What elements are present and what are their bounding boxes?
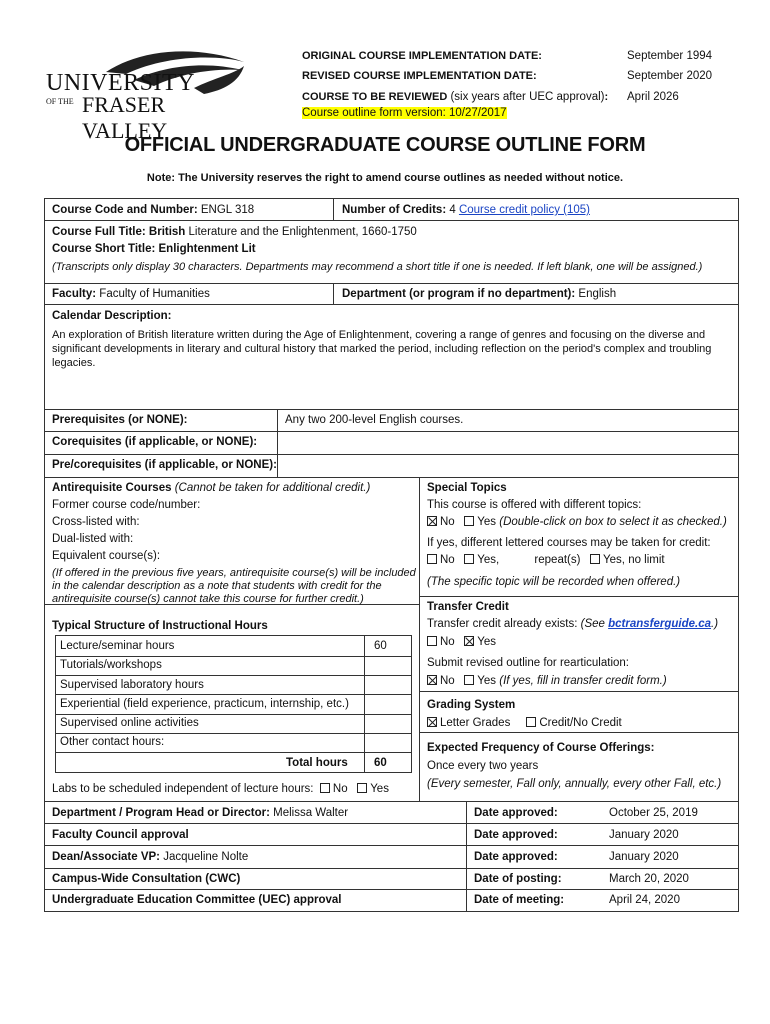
faculty: Faculty: Faculty of Humanities [52,288,210,300]
calendar-description-text: An exploration of British literature written during the Age of Enlightenment, covering a range of genres and focusing on the diverse and significant developments in literary and cultural history that marked the period, including reflection on the period's complex and troubling legacies. [52,329,712,369]
equivalent-courses: Equivalent course(s): [52,550,161,562]
prerequisites-value: Any two 200-level English courses. [285,414,464,426]
review-date-value: April 2026 [627,91,679,103]
antirequisite-footnote: (If offered in the previous five years, antirequisite course(s) will be included in the calendar description as a note that students with credit for the antirequisite course(s) cannot take this course for further credit.) [52,567,416,605]
topic-note: (The specific topic will be recorded when offered.) [427,576,681,588]
course-full-title: Course Full Title: British Literature and the Enlightenment, 1660-1750 [52,226,417,238]
approval-date-value: April 24, 2020 [609,894,680,906]
logo-fraser-valley-text: FRASER VALLEY [82,92,168,143]
logo-of-the-text: OF THE [46,97,74,106]
course-credit-policy-link[interactable]: Course credit policy (105) [458,204,590,216]
no-limit-checkbox[interactable] [590,554,600,564]
approval-date-value: March 20, 2020 [609,873,689,885]
lettered-no-checkbox[interactable] [427,554,437,564]
topics-options: No Yes (Double-click on box to select it as checked.) [427,515,727,529]
rearticulation-question: Submit revised outline for rearticulation: [427,657,629,669]
credit-no-credit-checkbox[interactable] [526,717,536,727]
total-hours-label: Total hours [286,757,348,769]
corequisites-label: Corequisites (if applicable, or NONE): [52,436,258,448]
rearticulation-yes-checkbox[interactable] [464,675,474,685]
transfer-exists-options: No Yes [427,635,496,649]
transfer-no-checkbox[interactable] [427,636,437,646]
grading-system-label: Grading System [427,699,516,711]
form-version: Course outline form version: 10/27/2017 [302,107,507,119]
hours-table [55,635,412,773]
calendar-description-label: Calendar Description: [52,310,172,322]
rearticulation-no-checkbox[interactable] [427,675,437,685]
number-of-credits: Number of Credits: 4 Course credit policy (105) [342,204,590,216]
course-outline-form [44,198,739,912]
special-topics-label: Special Topics [427,482,507,494]
frequency-value: Once every two years [427,760,539,772]
approval-date-label: Date of meeting: [474,894,565,906]
transfer-yes-checkbox[interactable] [464,636,474,646]
offered-topics-question: This course is offered with different topics: [427,499,642,511]
approval-row: Undergraduate Education Committee (UEC) approval [52,894,342,906]
frequency-note: (Every semester, Fall only, annually, every other Fall, etc.) [427,778,722,790]
grading-options: Letter Grades Credit/No Credit [427,716,622,730]
hours-row-label: Supervised online activities [60,717,199,729]
bctransferguide-link[interactable]: bctransferguide.ca [608,618,712,630]
course-short-title: Course Short Title: Enlightenment Lit [52,243,256,255]
topics-yes-checkbox[interactable] [464,516,474,526]
rearticulation-options: No Yes (If yes, fill in transfer credit form.) [427,674,667,688]
lettered-courses-question: If yes, different lettered courses may be taken for credit: [427,537,711,549]
approval-date-value: January 2020 [609,851,679,863]
original-date-label: ORIGINAL COURSE IMPLEMENTATION DATE: [302,50,542,62]
approval-row: Dean/Associate VP: Jacqueline Nolte [52,851,249,863]
labs-question: Labs to be scheduled independent of lecture hours: No Yes [52,783,389,795]
transfer-credit-label: Transfer Credit [427,601,509,613]
hours-row-label: Tutorials/workshops [60,659,162,671]
antirequisite-label: Antirequisite Courses (Cannot be taken for additional credit.) [52,482,371,494]
approval-row: Department / Program Head or Director: Melissa Walter [52,807,349,819]
hours-row-value[interactable]: 60 [374,640,387,652]
logo-university-text: UNIVERSITY [46,70,195,96]
university-logo [44,44,249,143]
dual-listed: Dual-listed with: [52,533,134,545]
approval-date-label: Date approved: [474,807,558,819]
labs-yes-checkbox[interactable] [357,783,367,793]
review-date-label: COURSE TO BE REVIEWED (six years after UEC approval): [302,91,609,103]
hours-row-label: Lecture/seminar hours [60,640,175,652]
revised-date-label: REVISED COURSE IMPLEMENTATION DATE: [302,70,537,82]
hours-title: Typical Structure of Instructional Hours [52,620,268,632]
lettered-options: No Yes, repeat(s) Yes, no limit [427,553,665,567]
original-date-value: September 1994 [627,50,713,62]
hours-row-label: Supervised laboratory hours [60,679,204,691]
total-hours-value: 60 [374,757,387,769]
approval-date-value: January 2020 [609,829,679,841]
frequency-label: Expected Frequency of Course Offerings: [427,742,655,754]
approval-date-label: Date approved: [474,829,558,841]
department: Department (or program if no department): English [342,288,617,300]
prerequisites-label: Prerequisites (or NONE): [52,414,188,426]
lettered-yes-checkbox[interactable] [464,554,474,564]
transfer-exists-question: Transfer credit already exists: (See bctransferguide.ca.) [427,618,719,630]
hours-row-label: Experiential (field experience, practicum, internship, etc.) [60,698,349,710]
hours-row-label: Other contact hours: [60,736,165,748]
precorequisites-label: Pre/corequisites (if applicable, or NONE): [52,459,277,471]
approval-date-label: Date of posting: [474,873,562,885]
approval-date-value: October 25, 2019 [609,807,698,819]
approval-date-label: Date approved: [474,851,558,863]
approval-row: Campus-Wide Consultation (CWC) [52,873,241,885]
page-title: OFFICIAL UNDERGRADUATE COURSE OUTLINE FORM [124,134,646,156]
revised-date-value: September 2020 [627,70,713,82]
letter-grades-checkbox[interactable] [427,717,437,727]
topics-no-checkbox[interactable] [427,516,437,526]
course-code: Course Code and Number: ENGL 318 [52,204,255,216]
former-course-code: Former course code/number: [52,499,201,511]
approval-row: Faculty Council approval [52,829,189,841]
amend-note: Note: The University reserves the right to amend course outlines as needed without notice. [146,172,624,184]
cross-listed: Cross-listed with: [52,516,140,528]
transcript-note: (Transcripts only display 30 characters. Departments may recommend a short title if one is needed. If left blank, one will be assigned.) [52,261,703,273]
labs-no-checkbox[interactable] [320,783,330,793]
